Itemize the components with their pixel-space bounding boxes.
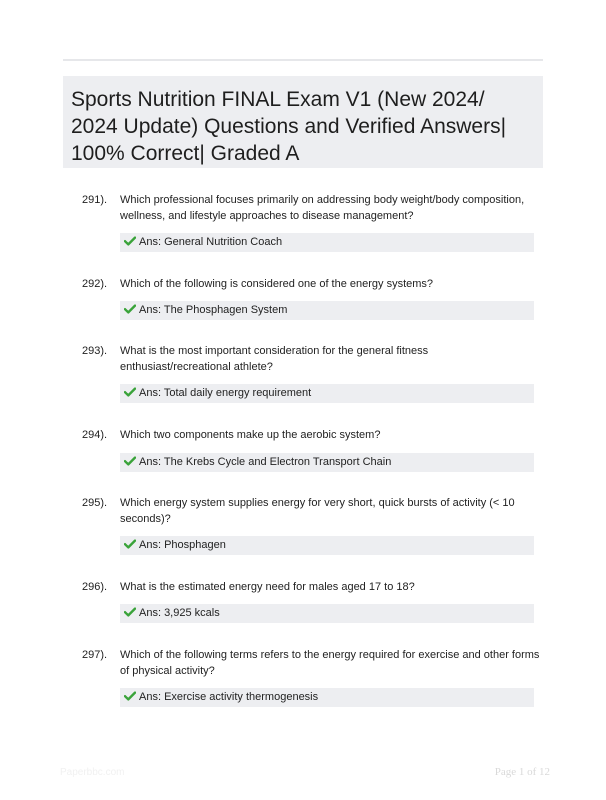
check-icon (124, 691, 136, 701)
question-text: Which of the following terms refers to the energy required for exercise and other forms of physical activity? (120, 649, 540, 677)
check-icon (124, 539, 136, 549)
answer-text: Ans: 3,925 kcals (139, 607, 220, 619)
question-number: 292). (82, 278, 108, 290)
question-number: 297). (82, 649, 108, 661)
answer-box (120, 453, 534, 472)
answer-box (120, 536, 534, 555)
check-icon (124, 456, 136, 466)
top-divider (63, 59, 543, 61)
answer-box (120, 604, 534, 623)
check-icon (124, 607, 136, 617)
question-number: 294). (82, 429, 108, 441)
question-text: Which energy system supplies energy for very short, quick bursts of activity (< 10 seconds)? (120, 497, 515, 525)
check-icon (124, 236, 136, 246)
check-icon (124, 387, 136, 397)
answer-box (120, 233, 534, 252)
footer-watermark: Paperbbc.com (60, 767, 125, 778)
question-text: Which two components make up the aerobic system? (120, 429, 381, 441)
answer-text: Ans: Exercise activity thermogenesis (139, 691, 319, 703)
question-text: Which professional focuses primarily on addressing body weight/body composition, wellness, and lifestyle approaches to disease management? (120, 194, 525, 222)
check-icon (124, 304, 136, 314)
answer-box (120, 301, 534, 320)
answer-box (120, 688, 534, 707)
title-banner (63, 76, 543, 168)
document-title: Sports Nutrition FINAL Exam V1 (New 2024/ 2024 Update) Questions and Verified Answers| 100% Correct| Graded A (71, 88, 507, 165)
answer-text: Ans: Phosphagen (139, 539, 226, 551)
question-number: 293). (82, 345, 108, 357)
answer-text: Ans: The Phosphagen System (139, 304, 288, 316)
page-indicator: Page 1 of 12 (494, 766, 550, 778)
question-number: 291). (82, 194, 108, 206)
question-text: What is the estimated energy need for males aged 17 to 18? (120, 581, 415, 593)
question-number: 295). (82, 497, 108, 509)
question-text: What is the most important consideration for the general fitness enthusiast/recreational athlete? (120, 345, 429, 373)
answer-text: Ans: The Krebs Cycle and Electron Transport Chain (139, 456, 392, 468)
answer-box (120, 384, 534, 403)
question-number: 296). (82, 581, 108, 593)
answer-text: Ans: Total daily energy requirement (139, 387, 312, 399)
answer-text: Ans: General Nutrition Coach (139, 236, 283, 248)
question-text: Which of the following is considered one of the energy systems? (120, 278, 434, 290)
